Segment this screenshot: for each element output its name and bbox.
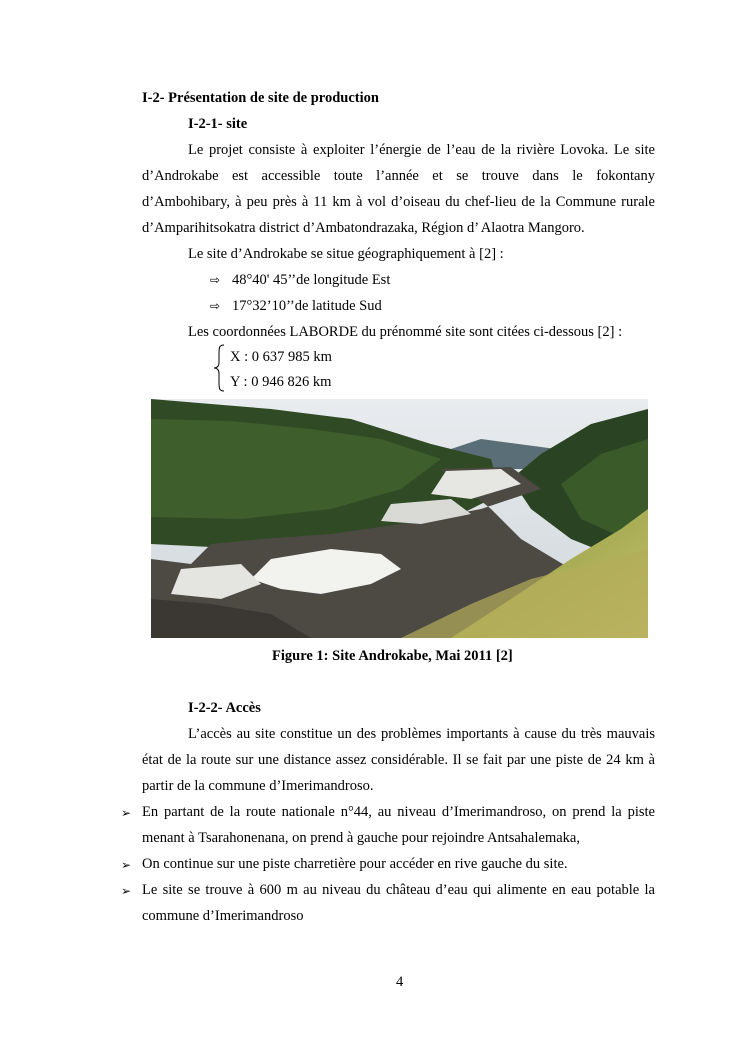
paragraph-line: d’Amparihitsokatra district d’Ambatondrazaka, Région d’ Alaotra Mangoro. (142, 220, 585, 236)
site-photo (151, 399, 648, 638)
subsection-heading-site: I-2-1- site (188, 116, 248, 132)
paragraph-line: Le projet consiste à exploiter l’énergie de l’eau de la rivière Lovoka. Le site (188, 142, 655, 158)
paragraph-line: partir de la commune d’Imerimandroso. (142, 778, 374, 794)
coordinate-x: X : 0 637 985 km (230, 349, 332, 365)
list-item-line: menant à Tsarahonenana, on prend à gauche pour rejoindre Antsahalemaka, (142, 830, 580, 846)
figure-caption: Figure 1: Site Androkabe, Mai 2011 [2] (272, 648, 513, 664)
paragraph-line: d’Ambohibary, à peu près à 11 km à vol d’oiseau du chef-lieu de la Commune rurale (142, 194, 655, 210)
geo-intro: Le site d’Androkabe se situe géographiquement à [2] : (188, 246, 504, 262)
hollow-right-arrow-icon: ⇨ (210, 299, 221, 313)
arrowhead-bullet-icon: ➢ (121, 884, 132, 898)
arrowhead-bullet-icon: ➢ (121, 858, 132, 872)
coordinate-y: Y : 0 946 826 km (230, 374, 332, 390)
laborde-intro: Les coordonnées LABORDE du prénommé site sont citées ci-dessous [2] : (188, 324, 623, 340)
section-heading: I-2- Présentation de site de production (142, 90, 379, 106)
paragraph-line: L’accès au site constitue un des problèmes importants à cause du très mauvais (188, 726, 655, 742)
list-item-line: commune d’Imerimandroso (142, 908, 304, 924)
curly-brace-icon (212, 344, 226, 392)
subsection-heading-acces: I-2-2- Accès (188, 700, 261, 716)
geo-item: 17°32’10’’de latitude Sud (232, 298, 382, 314)
list-item-line: Le site se trouve à 600 m au niveau du château d’eau qui alimente en eau potable la (142, 882, 655, 898)
paragraph-line: état de la route sur une distance assez considérable. Il se fait par une piste de 24 km à (142, 752, 655, 768)
geo-item: 48°40' 45’’de longitude Est (232, 272, 391, 288)
paragraph-line: d’Androkabe est accessible toute l’année et se trouve dans le fokontany (142, 168, 655, 184)
arrowhead-bullet-icon: ➢ (121, 806, 132, 820)
hollow-right-arrow-icon: ⇨ (210, 273, 221, 287)
list-item-line: On continue sur une piste charretière pour accéder en rive gauche du site. (142, 856, 568, 872)
list-item-line: En partant de la route nationale n°44, au niveau d’Imerimandroso, on prend la piste (142, 804, 655, 820)
page-number: 4 (396, 974, 404, 990)
